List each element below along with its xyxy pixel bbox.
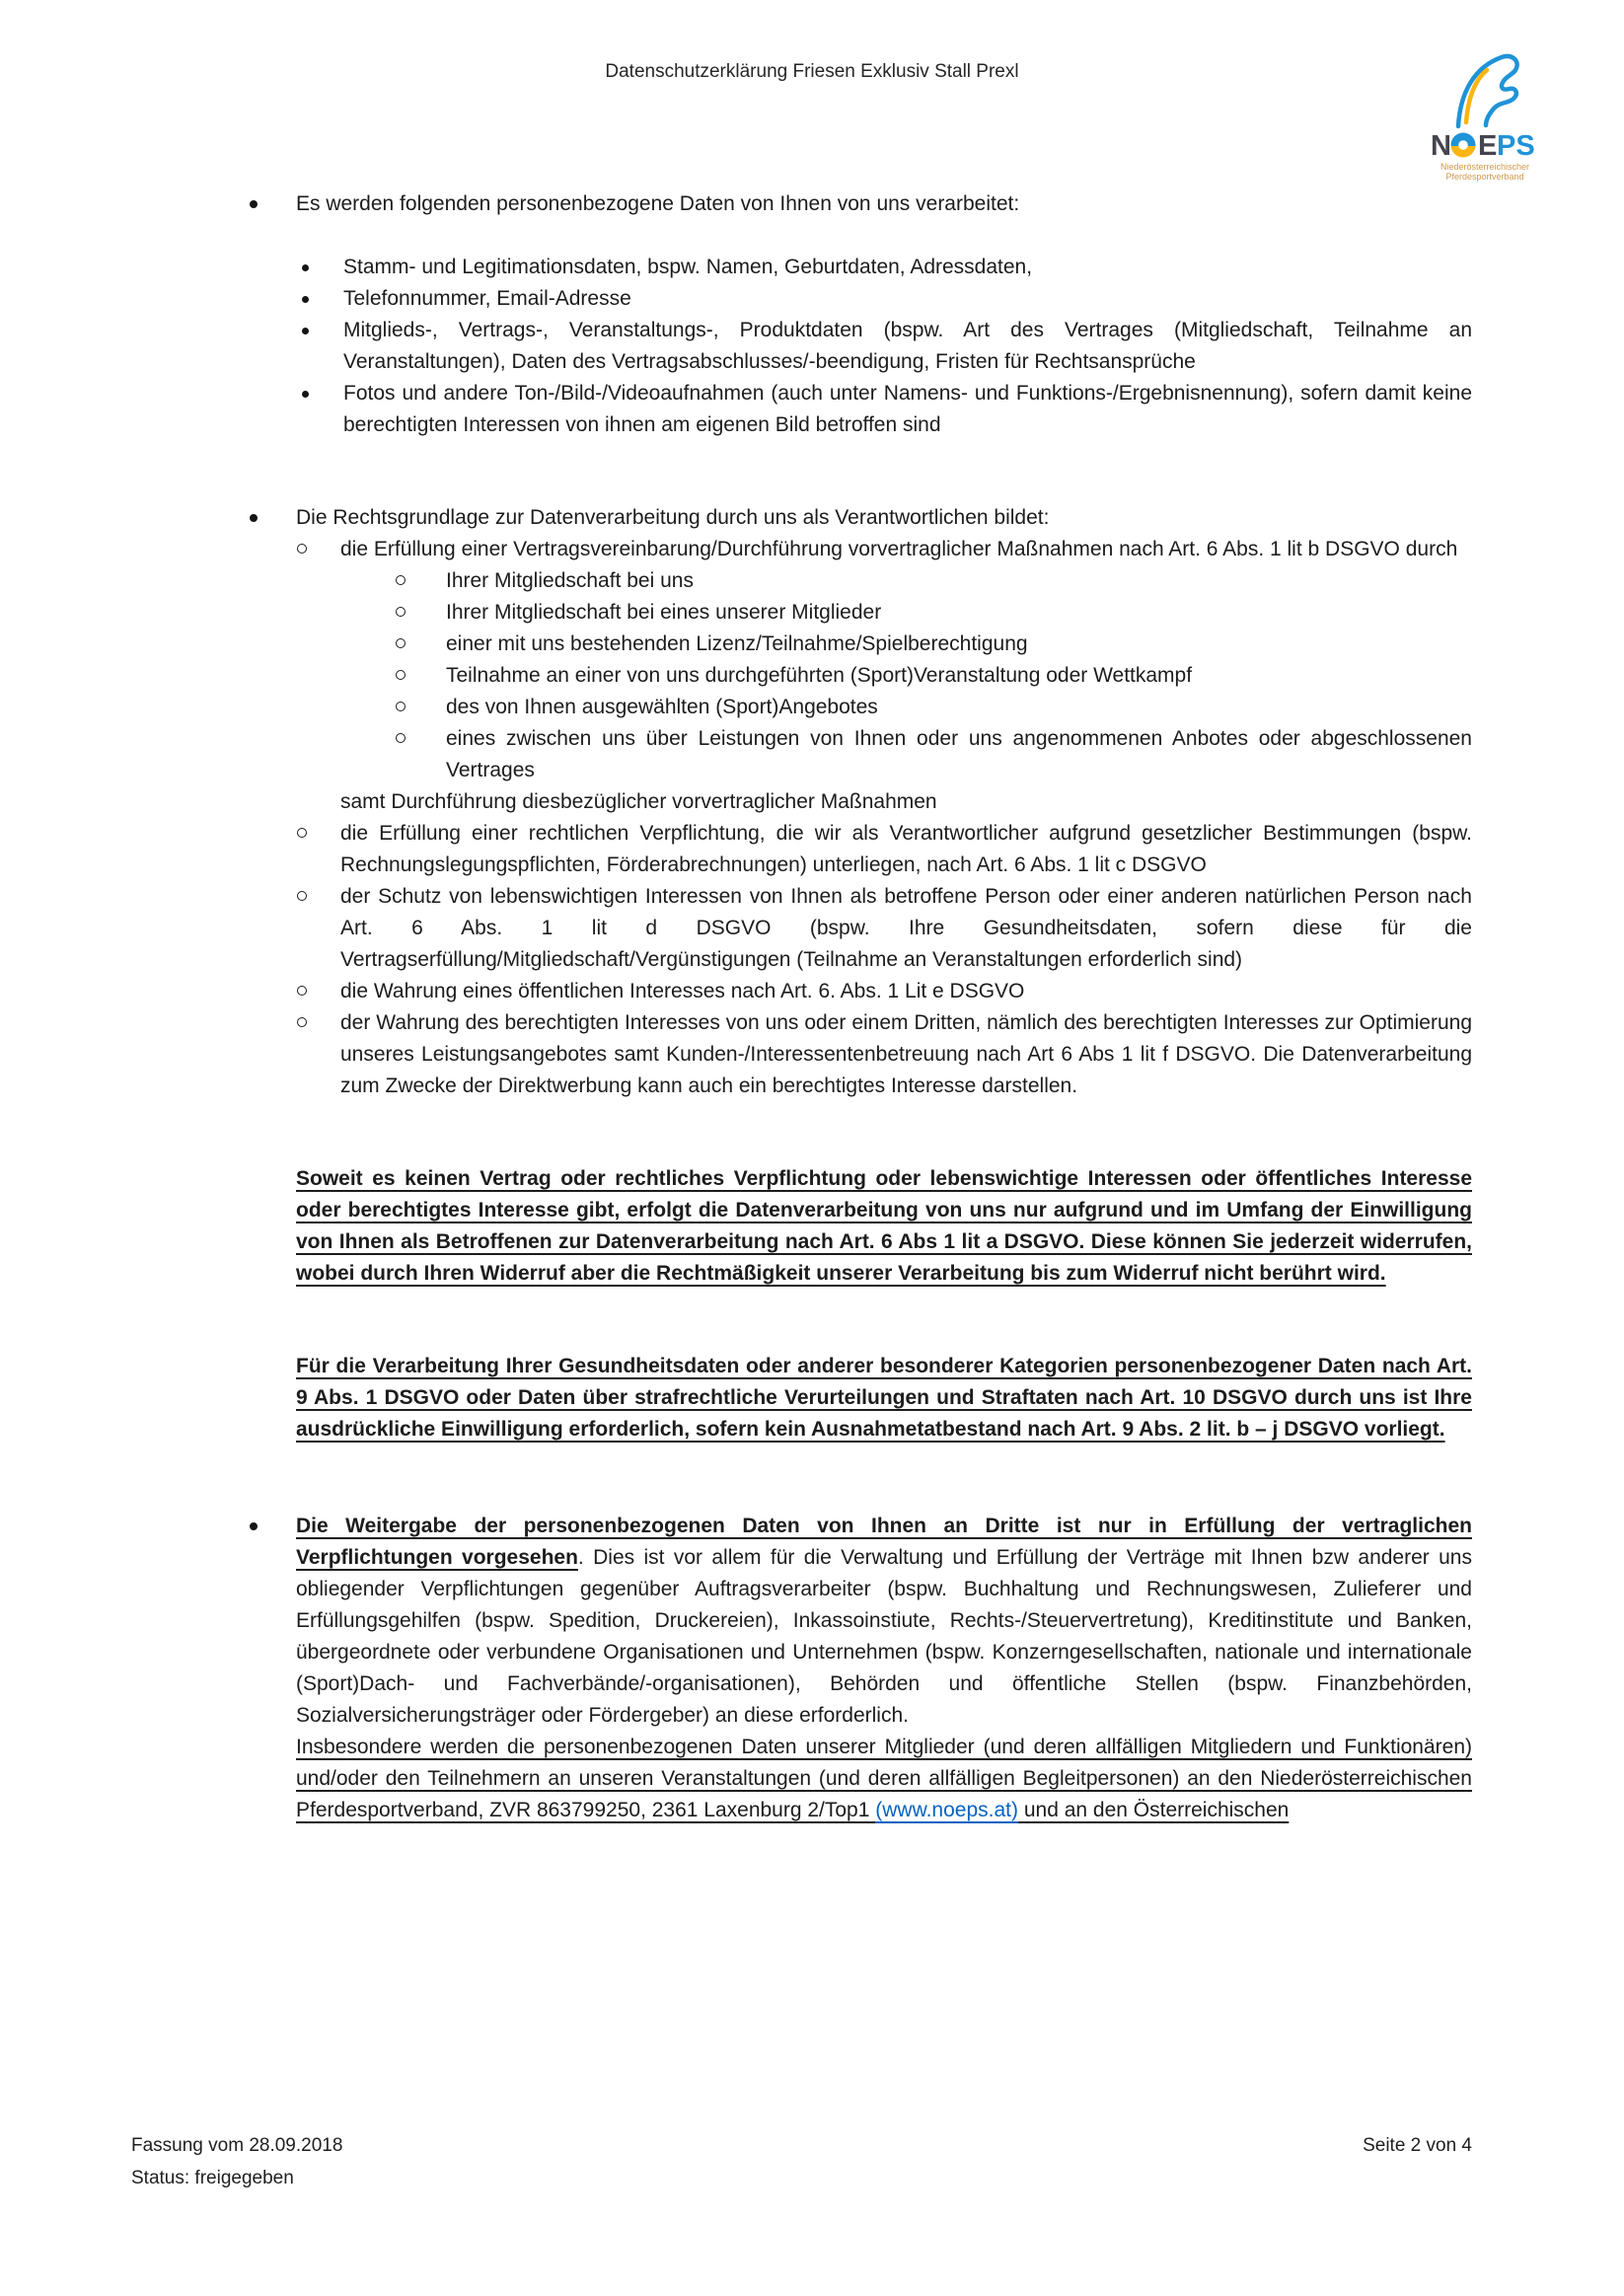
third-party-bold-lead: Die Weitergabe der personenbezogenen Daten von Ihnen an Dritte ist nur in Erfüllung der vertraglichen Verpflichtungen vorgesehen [296,1515,1472,1569]
bullet-icon [250,514,258,522]
footer-version: Fassung vom 28.09.2018 [131,2135,343,2156]
contract-sub-item: Ihrer Mitgliedschaft bei eines unserer Mitglieder [247,597,1472,629]
circle-bullet-icon [396,575,406,585]
consent-paragraph: Soweit es keinen Vertrag oder rechtliches Verpflichtung oder lebenswichtige Interessen oder öffentliches Interesse oder berechtigtes Interesse gibt, erfolgt die Datenverarbeitung von uns nur aufgrund und im Umfang der Einwilligung von Ihnen als Betroffenen zur Datenverarbeitung nach Art. 6 Abs 1 lit a DSGVO. Diese können Sie jederzeit widerrufen, wobei durch Ihren Widerruf aber die Rechtmäßigkeit unserer Verarbeitung bis zum Widerruf nicht berührt wird. [296,1167,1472,1285]
data-processing-item: Stamm- und Legitimationsdaten, bspw. Namen, Geburtdaten, Adressdaten, [247,252,1472,283]
logo-subtitle-line2: Pferdesportverband [1445,172,1524,182]
contract-sub-item: einer mit uns bestehenden Lizenz/Teilnahme/Spielberechtigung [247,629,1472,660]
noeps-logo [1429,34,1553,186]
legal-basis-item: die Wahrung eines öffentlichen Interesses nach Art. 6. Abs. 1 Lit e DSGVO [247,976,1472,1007]
contract-sub-item: eines zwischen uns über Leistungen von Ihnen oder uns angenommenen Anbotes oder abgeschlossenen Vertrages [247,723,1472,786]
circle-bullet-icon [396,607,406,617]
document-body [247,188,1472,1826]
data-processing-item: Telefonnummer, Email-Adresse [247,283,1472,315]
logo-subtitle-line1: Niederösterreichischer [1439,162,1530,172]
data-processing-item: Mitglieds-, Vertrags-, Veranstaltungs-, Produktdaten (bspw. Art des Vertrages (Mitgliedschaft, Teilnahme an Veranstaltungen), Daten des Vertragsabschlusses/-beendigung, Fristen für Rechtsansprüche [247,315,1472,378]
contract-sub-item: Ihrer Mitgliedschaft bei uns [247,565,1472,597]
contract-basis-item: die Erfüllung einer Vertragsvereinbarung/Durchführung vorvertraglicher Maßnahmen nach Art. 6 Abs. 1 lit b DSGVO durch [247,534,1472,565]
page-footer [131,2129,1472,2194]
horse-head-icon [1458,56,1517,126]
circle-bullet-icon [297,986,307,996]
footer-page-number: Seite 2 von 4 [1363,2135,1472,2156]
circle-bullet-icon [396,733,406,743]
circle-bullet-icon [396,702,406,711]
legal-basis-intro: Die Rechtsgrundlage zur Datenverarbeitung durch uns als Verantwortlichen bildet: [247,502,1472,534]
legal-basis-item: die Erfüllung einer rechtlichen Verpflichtung, die wir als Verantwortlicher aufgrund gesetzlicher Bestimmungen (bspw. Rechnungslegungspflichten, Förderabrechnungen) unterliegen, nach Art. 6 Abs. 1 lit c DSGVO [247,818,1472,881]
data-processing-item: Fotos und andere Ton-/Bild-/Videoaufnahmen (auch unter Namens- und Funktions-/Ergebnisnennung), sofern damit keine berechtigten Interessen von ihnen am eigenen Bild betroffen sind [247,378,1472,441]
circle-bullet-icon [396,670,406,680]
members-data-notice-text: Insbesondere werden die personenbezogenen Daten unserer Mitglieder (und deren allfälligen Mitgliedern und Funktionären) und/oder den Teilnehmern an unseren Veranstaltungen (und deren allfälligen Begleitpersonen) an den Niederösterreichischen Pferdesportverband, ZVR 863799250, 2361 Laxenburg 2/Top1 [296,1736,1472,1821]
legal-basis-item: der Schutz von lebenswichtigen Interessen von Ihnen als betroffene Person oder einer anderen natürlichen Person nach Art. 6 Abs. 1 lit d DSGVO (bspw. Ihre Gesundheitsdaten, sofern diese für die Vertragserfüllung/Mitgliedschaft/Vergünstigungen (Teilnahme an Veranstaltungen erforderlich sind) [247,881,1472,976]
document-title: Datenschutzerklärung Friesen Exklusiv Stall Prexl [605,61,1019,82]
contract-sub-item: des von Ihnen ausgewählten (Sport)Angebotes [247,692,1472,723]
circle-bullet-icon [297,1017,307,1027]
circle-bullet-icon [297,828,307,838]
circle-bullet-icon [396,638,406,648]
data-processing-intro: Es werden folgenden personenbezogene Daten von Ihnen von uns verarbeitet: [247,188,1472,220]
bullet-icon [302,328,309,334]
logo-wordmark [1431,130,1535,162]
members-data-notice-cont: und an den Österreichischen [1018,1799,1290,1821]
logo-letter-n: N [1431,130,1451,162]
contract-sub-item: Teilnahme an einer von uns durchgeführten (Sport)Veranstaltung oder Wettkampf [247,660,1472,692]
footer-status: Status: freigegeben [131,2168,294,2188]
third-party-bullet [247,1511,1472,1732]
members-data-notice [296,1732,1472,1826]
logo-letters-ps: PS [1497,130,1535,162]
contract-outro: samt Durchführung diesbezüglicher vorvertraglicher Maßnahmen [340,790,937,813]
health-data-paragraph: Für die Verarbeitung Ihrer Gesundheitsdaten oder anderer besonderer Kategorien personenbezogener Daten nach Art. 9 Abs. 1 DSGVO oder Daten über strafrechtliche Verurteilungen und Straftaten nach Art. 10 DSGVO durch uns ist Ihre ausdrückliche Einwilligung erforderlich, sofern kein Ausnahmetatbestand nach Art. 9 Abs. 2 lit. b – j DSGVO vorliegt. [296,1355,1472,1441]
logo-letter-e: E [1478,130,1498,162]
bullet-icon [250,1522,258,1530]
bullet-icon [302,264,309,271]
circle-bullet-icon [297,544,307,554]
noeps-logo-svg [1429,34,1553,182]
noeps-link[interactable]: (www.noeps.at) [875,1799,1018,1821]
circle-bullet-icon [297,891,307,901]
bullet-icon [250,200,258,208]
third-party-body: . Dies ist vor allem für die Verwaltung und Erfüllung der Verträge mit Ihnen bzw anderer uns obliegender Verpflichtungen gegenüber Auftragsverarbeiter (bspw. Buchhaltung und Rechnungswesen, Zulieferer und Erfüllungsgehilfen (bspw. Spedition, Druckereien), Inkassoinstiute, Rechts-/Steuervertretung), Kreditinstitute und Banken, übergeordnete oder verbundene Organisationen und Unternehmen (bspw. Konzerngesellschaften, nationale und internationale (Sport)Dach- und Fachverbände/-organisationen), Behörden und öffentliche Stellen (bspw. Finanzbehörden, Sozialversicherungsträger oder Fördergeber) an diese erforderlich. [296,1546,1472,1727]
bullet-icon [302,296,309,303]
bullet-icon [302,391,309,398]
legal-basis-item: der Wahrung des berechtigten Interesses von uns oder einem Dritten, nämlich des berechtigten Interesses zur Optimierung unseres Leistungsangebotes samt Kunden-/Interessentenbetreuung nach Art 6 Abs 1 lit f DSGVO. Die Datenverarbeitung zum Zwecke der Direktwerbung kann auch ein berechtigtes Interesse darstellen. [247,1007,1472,1102]
logo-subtitle [1440,162,1529,182]
